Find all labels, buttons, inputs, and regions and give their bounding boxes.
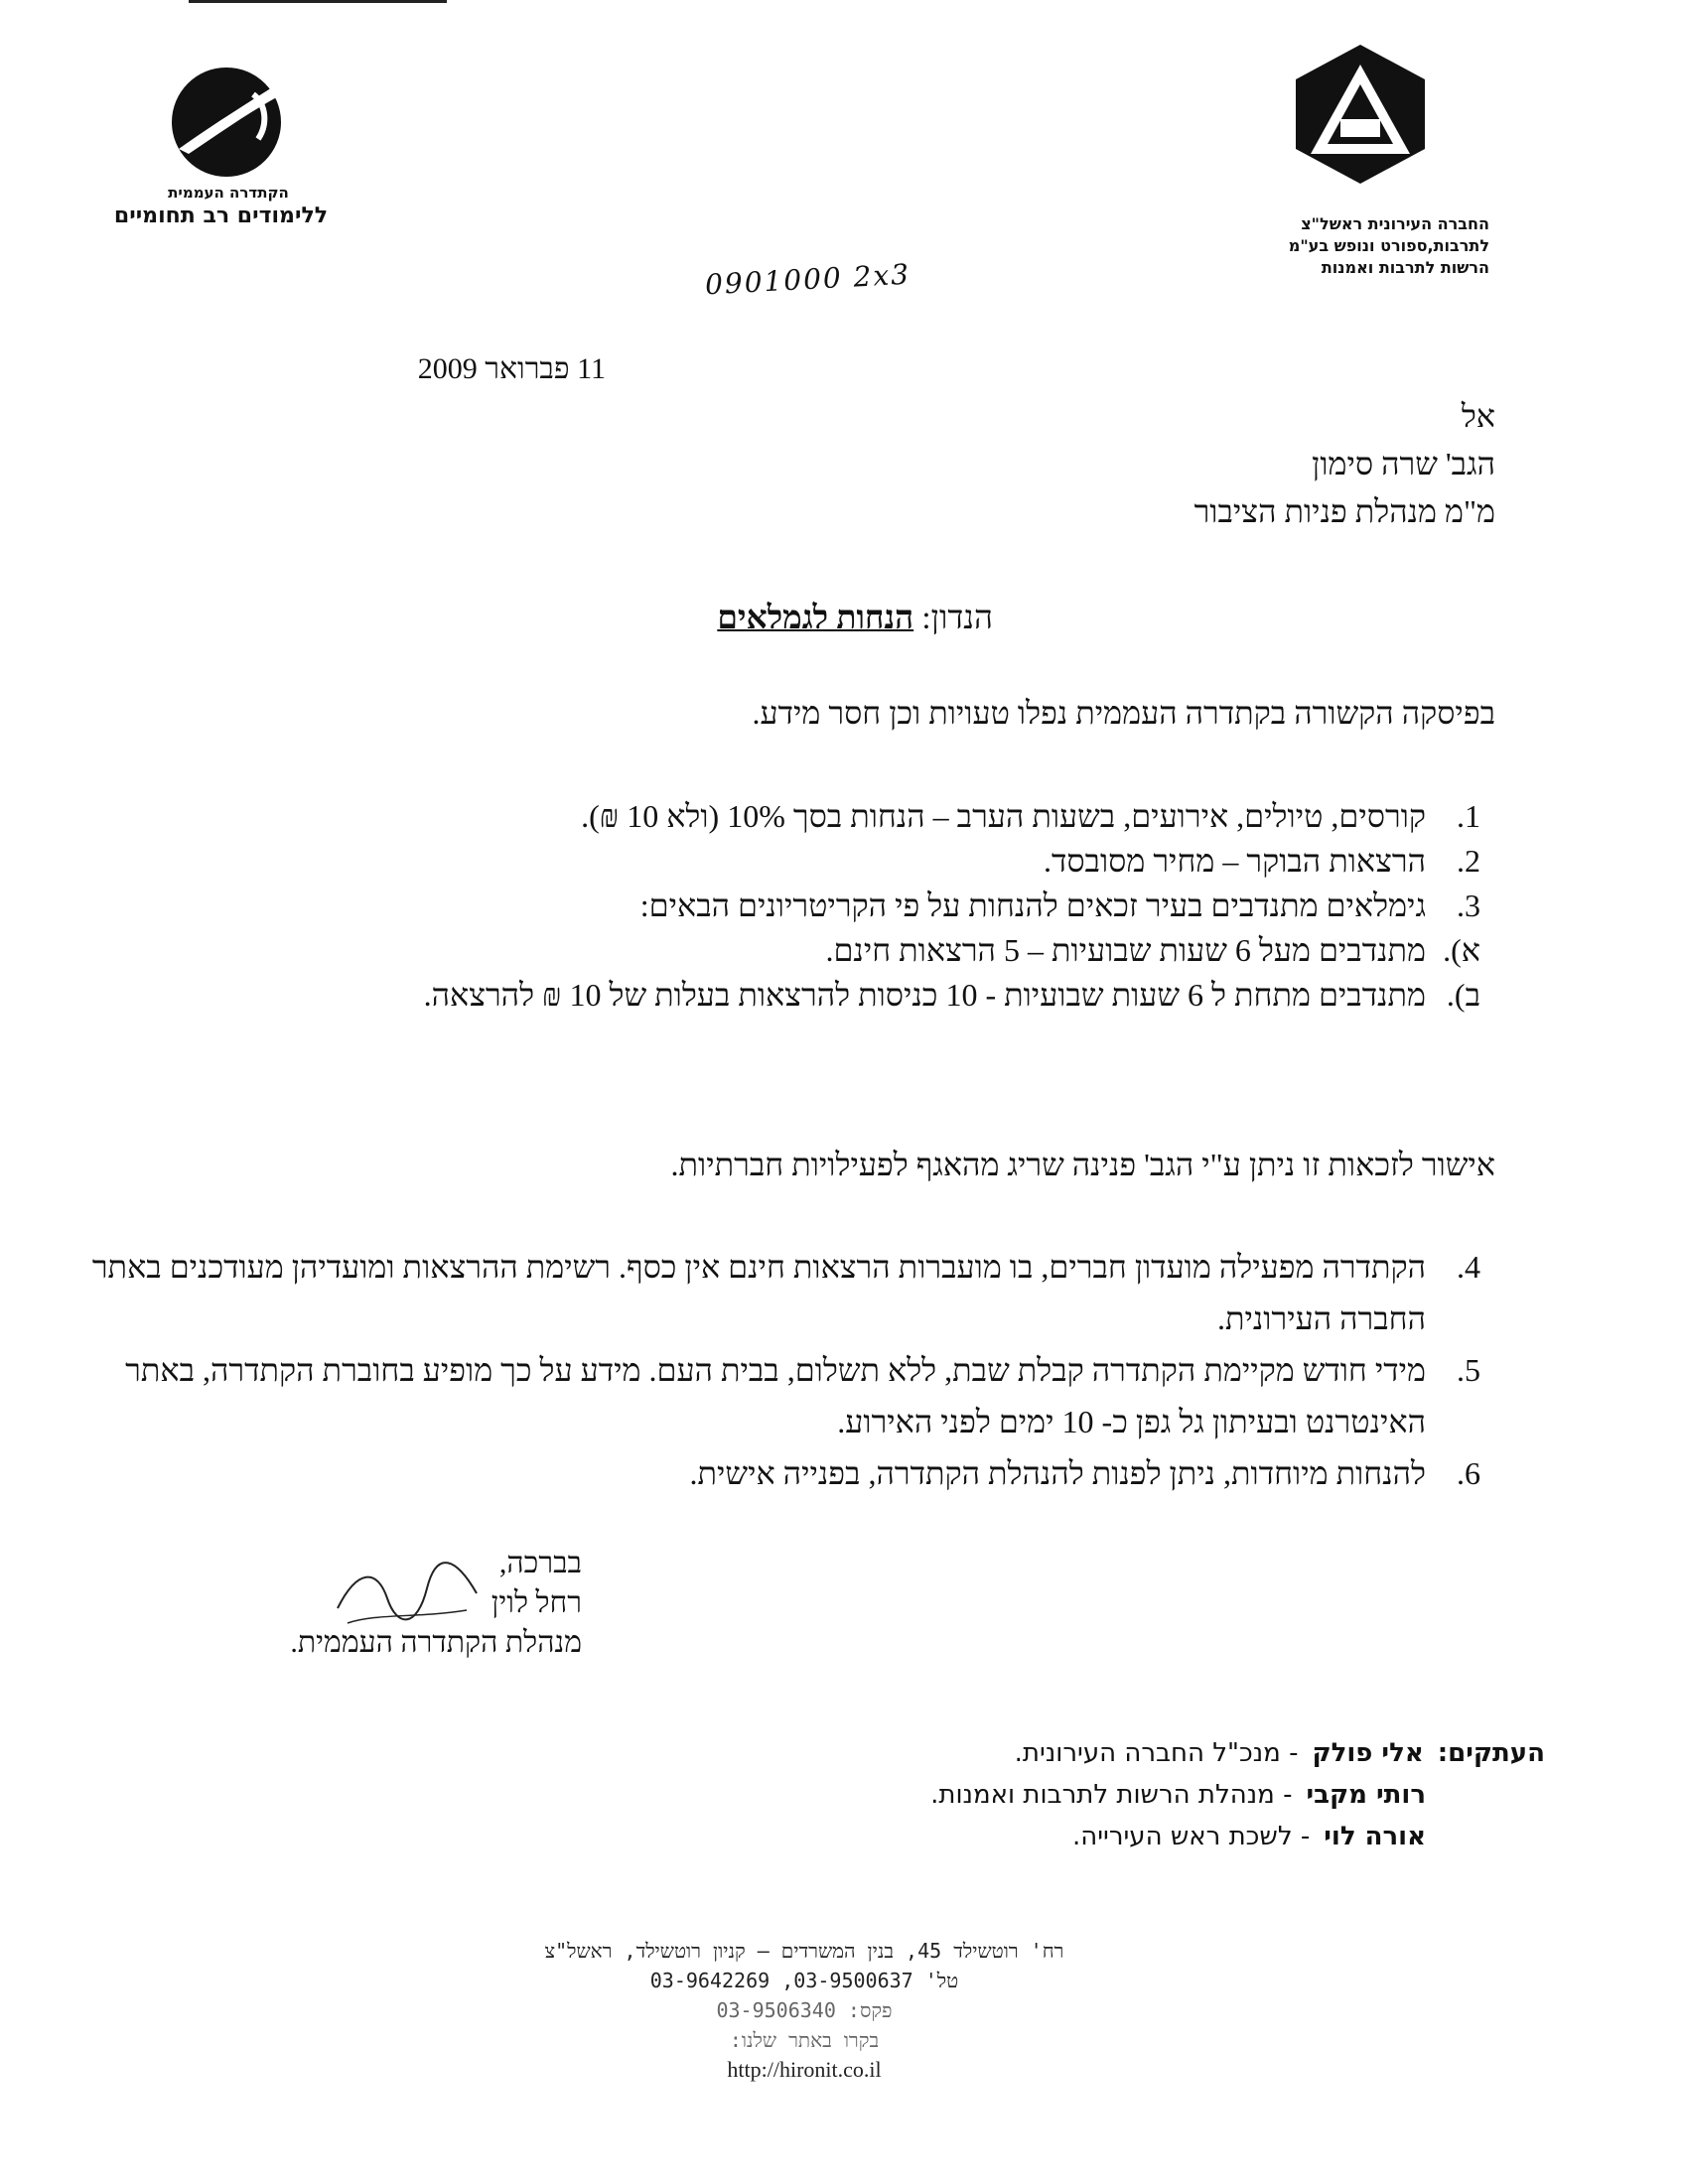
list-item-text: הקתדרה מפעילה מועדון חברים, בו מועברות הרצאות חינם אין כסף. רשימת ההרצאות ומועדיהן מעודכנים באתר החברה העירונית. bbox=[91, 1249, 1426, 1336]
signoff-name: רחל לוין bbox=[491, 1586, 582, 1619]
footer-fax: פקס: 03-9506340 bbox=[716, 1998, 893, 2022]
list-item bbox=[90, 884, 1480, 928]
footer-visit: בקרו באתר שלנו: bbox=[729, 2028, 880, 2052]
copy-role: - לשכת ראש העירייה. bbox=[1071, 1822, 1311, 1851]
right-logo-caption bbox=[1172, 213, 1489, 279]
sub-list-item bbox=[90, 973, 1480, 1018]
list-item-text: הרצאות הבוקר – מחיר מסובסד. bbox=[1043, 843, 1426, 879]
list-item-number: 4. bbox=[1457, 1249, 1480, 1285]
list-item bbox=[70, 1241, 1480, 1344]
subject-title: הנחות לגמלאים bbox=[717, 601, 914, 636]
right-logo-caption-line1: החברה העירונית ראשל"צ bbox=[1301, 214, 1489, 233]
copies-block bbox=[552, 1732, 1545, 1857]
top-border-line bbox=[189, 0, 447, 3]
sub-item-text: מתנדבים מתחת ל 6 שעות שבועיות - 10 כניסות להרצאות בעלות של 10 ₪ להרצאה. bbox=[423, 977, 1426, 1013]
list-item-number: 3. bbox=[1457, 887, 1480, 923]
copy-role: - מנהלת הרשות לתרבות ואמנות. bbox=[930, 1780, 1293, 1810]
sub-item-letter: ב). bbox=[1446, 977, 1480, 1013]
signoff-title: מנהלת הקתדרה העממית. bbox=[290, 1626, 582, 1659]
footer-address: רח' רוטשילד 45, בנין המשרדים – קניון רוטשילד, ראשל"צ bbox=[544, 1939, 1064, 1963]
copies-label: העתקים: bbox=[1437, 1738, 1545, 1768]
list-item-text: גימלאים מתנדבים בעיר זכאים להנחות על פי הקריטריונים הבאים: bbox=[639, 887, 1426, 923]
approval-note: אישור לזכאות זו ניתן ע"י הגב' פנינה שריג מהאגף לפעילויות חברתיות. bbox=[670, 1147, 1495, 1182]
recipient-to: אל bbox=[1461, 398, 1495, 434]
copies-row bbox=[552, 1732, 1545, 1774]
municipal-company-logo bbox=[1286, 40, 1435, 189]
discount-list-2 bbox=[70, 1241, 1480, 1499]
footer-phone: טל' 03-9500637, 03-9642269 bbox=[649, 1969, 959, 1992]
subject-label: הנדון: bbox=[921, 601, 993, 636]
copy-name: רותי מקבי bbox=[1306, 1780, 1426, 1810]
list-item-number: 2. bbox=[1457, 843, 1480, 879]
letter-date: 11 פברואר 2009 bbox=[417, 352, 606, 385]
list-item bbox=[70, 1344, 1480, 1447]
list-item-text: מידי חודש מקיימת הקתדרה קבלת שבת, ללא תשלום, בבית העם. מידע על כך מופיע בחוברת הקתדרה, באתר האינטרנט ובעיתון גל גפן כ- 10 ימים לפני האירוע. bbox=[125, 1352, 1426, 1439]
list-item-number: 1. bbox=[1457, 798, 1480, 834]
subject-line bbox=[576, 601, 993, 637]
sub-list-item bbox=[90, 928, 1480, 973]
copy-name: אורה לוי bbox=[1324, 1822, 1426, 1851]
right-logo-caption-line3: הרשות לתרבות ואמנות bbox=[1321, 258, 1489, 277]
discount-list-1 bbox=[90, 794, 1480, 1018]
left-logo-caption-line1: הקתדרה העממית bbox=[168, 184, 289, 202]
list-item bbox=[90, 794, 1480, 839]
sub-item-letter: א). bbox=[1443, 932, 1480, 968]
intro-paragraph: בפיסקה הקשורה בקתדרה העממית נפלו טעויות וכן חסר מידע. bbox=[752, 695, 1495, 731]
recipient-block bbox=[1194, 392, 1495, 535]
left-logo-caption-line2: ללימודים רב תחומיים bbox=[113, 204, 329, 228]
recipient-title: מ"מ מנהלת פניות הציבור bbox=[1193, 493, 1495, 529]
right-logo-caption-line2: לתרבות,ספורט ונופש בע"מ bbox=[1288, 236, 1489, 255]
copies-row bbox=[552, 1816, 1545, 1857]
recipient-name: הגב' שרה סימון bbox=[1312, 446, 1495, 481]
copy-role: - מנכ"ל החברה העירונית. bbox=[1014, 1738, 1299, 1768]
list-item bbox=[90, 839, 1480, 884]
list-item-text: קורסים, טיולים, אירועים, בשעות הערב – הנחות בסך 10% (ולא 10 ₪). bbox=[581, 798, 1426, 834]
list-item-number: 6. bbox=[1457, 1455, 1480, 1491]
footer-website-link[interactable]: http://hironit.co.il bbox=[727, 2057, 882, 2082]
list-item bbox=[70, 1447, 1480, 1499]
list-item-text: להנחות מיוחדות, ניתן לפנות להנהלת הקתדרה, בפנייה אישית. bbox=[689, 1455, 1426, 1491]
copy-name: אלי פולק bbox=[1312, 1738, 1424, 1768]
handwritten-reference-number: 0901000 2x3 bbox=[704, 257, 912, 302]
sub-item-text: מתנדבים מעל 6 שעות שבועיות – 5 הרצאות חינם. bbox=[825, 932, 1426, 968]
signoff-block bbox=[205, 1544, 582, 1663]
letter-footer bbox=[457, 1936, 1152, 2085]
list-item-number: 5. bbox=[1457, 1352, 1480, 1388]
signoff-greeting: בברכה, bbox=[498, 1547, 582, 1579]
copies-row bbox=[552, 1774, 1545, 1816]
katedra-logo bbox=[159, 55, 298, 184]
